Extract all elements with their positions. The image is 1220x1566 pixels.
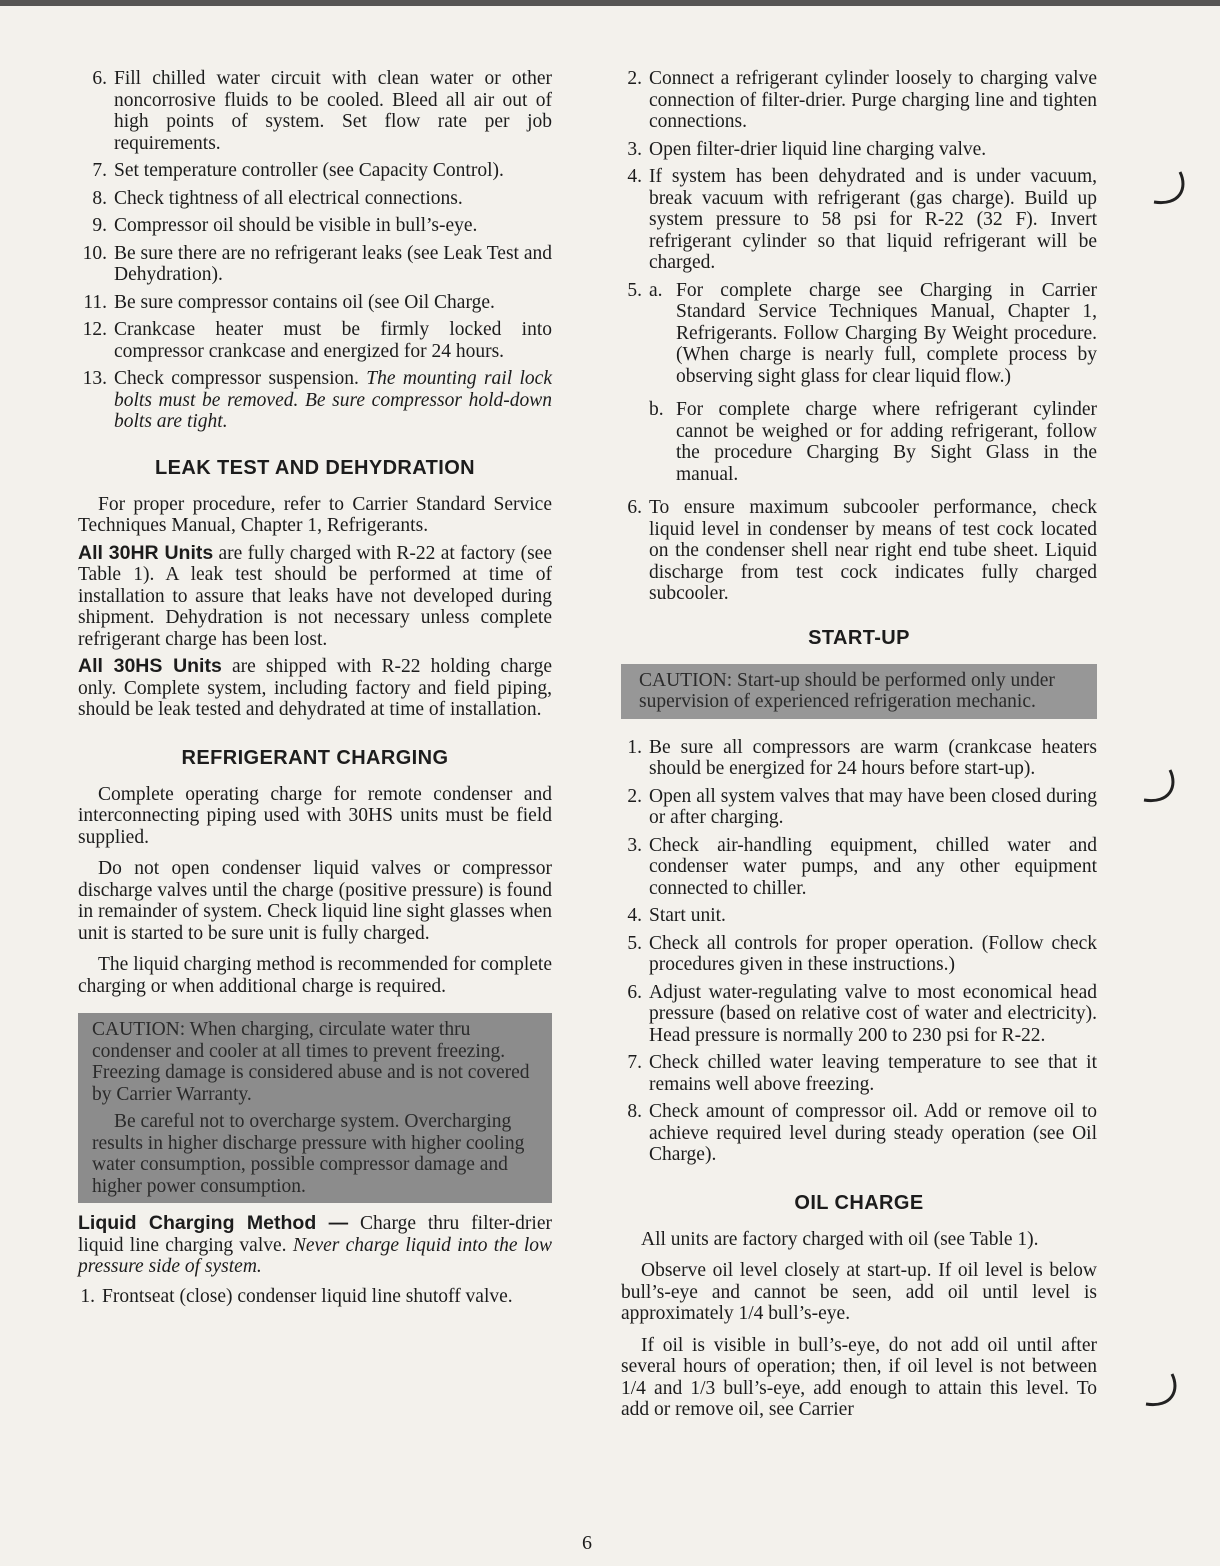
list-number: 1. [627,736,642,758]
section-heading-start-up: START-UP [808,626,910,649]
list-number: 8. [92,187,107,209]
paragraph: All 30HS Units are shipped with R-22 holding charge only. Complete system, including factory and field piping, should be leak tested and dehydrated at time of installation. [78,655,552,720]
list-number: 2. [627,68,642,89]
list-text: Crankcase heater must be firmly locked into compressor crankcase and energized for 24 hours. [114,319,552,362]
list-number: 6. [92,68,107,89]
list-number: 5. [627,932,642,954]
list-number: 11. [83,291,107,313]
list-item [78,68,552,154]
list-item [621,933,1097,976]
list-item [78,292,552,314]
caution-box-start-up: CAUTION: Start-up should be performed only under supervision of experienced refrigeration mechanic. [621,664,1097,719]
list-number: 4. [627,166,642,187]
list-number: 4. [627,905,642,926]
right-column [621,68,1097,1427]
start-up-steps [621,737,1097,1166]
list-number: 10. [82,242,107,264]
scan-top-edge [0,0,1220,6]
paragraph-liquid-charging-method: Liquid Charging Method — Charge thru filter-drier liquid line charging valve. Never charge liquid into the low pressure side of system. [78,1212,552,1277]
sub-item: a. For complete charge see Charging in Carrier Standard Service Techniques Manual, Chapter 1, Refrigerants. Follow Charging By Weight procedure. (When charge is nearly full, complete process by observing sight glass for clear liquid flow.) [649,279,1097,387]
list-item [621,982,1097,1047]
list-text: Start unit. [649,905,726,926]
caution-box-charging: CAUTION: When charging, circulate water thru condenser and cooler at all times to prevent freezing. Freezing damage is considered abuse and is not covered by Carrier Warranty. Be careful not to overcharge system. Overcharging results in higher discharge pressure with higher cooling water consumption, possible compressor damage and higher power consumption. [78,1013,552,1203]
list-item: 13. Check compressor suspension. The mounting rail lock bolts must be removed. Be sure compressor hold-down bolts are tight. [82,368,552,432]
list-number: 6. [627,981,642,1003]
list-item [621,786,1097,829]
list-text: Check amount of compressor oil. Add or remove oil to achieve required level during steady operation (see Oil Charge). [649,1101,1097,1165]
binder-hole-mark [1140,768,1178,798]
list-text: Check chilled water leaving temperature to see that it remains well above freezing. [649,1052,1097,1095]
startup-checklist-continued [78,68,552,362]
list-item: 6. To ensure maximum subcooler performance, check liquid level in condenser by means of test cock located on the condenser shell near right end tube sheet. Liquid discharge from test cock indicates fully charged subcooler. [627,497,1097,604]
list-item [621,68,1097,133]
list-item [621,737,1097,780]
list-item [78,160,552,182]
paragraph: All units are factory charged with oil (see Table 1). [641,1228,1039,1250]
list-item [78,188,552,210]
list-text: Check all controls for proper operation. (Follow check procedures given in these instructions.) [649,932,1097,975]
list-text: Set temperature controller (see Capacity Control). [114,160,504,181]
paragraph: The liquid charging method is recommended for complete charging or when additional charge is required. [78,954,552,997]
list-number: 12. [82,319,107,340]
paragraph: If oil is visible in bull’s-eye, do not add oil until after several hours of operation; then, if oil level is not between 1/4 and 1/3 bull’s-eye, add enough to attain this level. To add or remove oil, see Carrier [621,1334,1097,1420]
list-number: 3. [627,138,642,160]
list-item [78,319,552,362]
charging-steps [621,68,1097,274]
list-number: 9. [92,215,107,236]
list-item [78,243,552,286]
list-number: 7. [627,1052,642,1073]
list-text: If system has been dehydrated and is under vacuum, break vacuum with refrigerant (gas charge). Build up system pressure to 58 psi for R-22 (32 F). Invert refrigerant cylinder so that liquid refrigerant will be charged. [649,166,1097,273]
list-number: 7. [92,160,107,181]
list-item [621,835,1097,900]
binder-hole-mark [1150,170,1188,200]
list-text: Fill chilled water circuit with clean water or other noncorrosive fluids to be cooled. Bleed all air out of high points of system. Set flow rate per job requirements. [114,68,552,154]
section-heading-refrigerant-charging: REFRIGERANT CHARGING [181,746,449,769]
list-text: Check air-handling equipment, chilled water and condenser water pumps, and any other equipment connected to chiller. [649,834,1097,899]
list-item [621,905,1097,927]
section-heading-leak-test: LEAK TEST AND DEHYDRATION [155,456,475,479]
section-heading-oil-charge: OIL CHARGE [794,1191,924,1214]
list-item [621,139,1097,161]
list-item [621,399,1097,491]
list-text: Check tightness of all electrical connections. [114,187,463,209]
page-number: 6 [582,1532,592,1554]
list-item [78,215,552,237]
list-number: 3. [627,834,642,856]
list-text: Adjust water-regulating valve to most economical head pressure (based on relative cost of water and electricity). Head pressure is normally 200 to 230 psi for R-22. [649,981,1097,1046]
paragraph: Do not open condenser liquid valves or compressor discharge valves until the charge (positive pressure) is found in remainder of system. Check liquid line sight glasses when unit is started to be sure unit is fully charged. [78,858,552,944]
sub-item: b. For complete charge where refrigerant cylinder cannot be weighed or for adding refrigerant, follow the procedure Charging By Sight Glass in the manual. [649,399,1097,485]
list-item [621,1052,1097,1095]
list-item [621,166,1097,274]
list-number: 8. [627,1101,642,1122]
paragraph: Observe oil level closely at start-up. If oil level is below bull’s-eye and cannot be seen, add oil until level is approximately 1/4 bull’s-eye. [621,1260,1097,1324]
list-item [621,1101,1097,1166]
paragraph: All 30HR Units are fully charged with R-22 at factory (see Table 1). A leak test should be performed at time of installation to assure that leaks have not developed during shipment. Dehydration is not necessary unless complete refrigerant charge has been lost. [78,541,552,650]
paragraph: Complete operating charge for remote condenser and interconnecting piping used with 30HS units must be field supplied. [78,783,552,848]
list-item: 1. Frontseat (close) condenser liquid line shutoff valve. [80,1285,513,1307]
paragraph: For proper procedure, refer to Carrier Standard Service Techniques Manual, Chapter 1, Refrigerants. [78,493,552,536]
list-text: Be sure all compressors are warm (crankcase heaters should be energized for 24 hours before start-up). [649,736,1097,779]
left-column [78,68,552,1313]
list-item: 5. a. For complete charge see Charging in Carrier Standard Service Techniques Manual, Chapter 1, Refrigerants. Follow Charging By Weight procedure. (When charge is nearly full, complete process by observing sight glass for clear liquid flow.) [627,279,1097,387]
list-text: Open filter-drier liquid line charging valve. [649,138,987,160]
list-text: Be sure compressor contains oil (see Oil Charge. [114,291,495,313]
list-text: Open all system valves that may have been closed during or after charging. [649,785,1097,828]
list-text: Be sure there are no refrigerant leaks (see Leak Test and Dehydration). [114,242,552,285]
list-number: 2. [627,785,642,807]
list-text: Compressor oil should be visible in bull’s-eye. [114,215,478,236]
list-text: Connect a refrigerant cylinder loosely to charging valve connection of filter-drier. Purge charging line and tighten connections. [649,68,1097,132]
binder-hole-mark [1142,1372,1180,1402]
